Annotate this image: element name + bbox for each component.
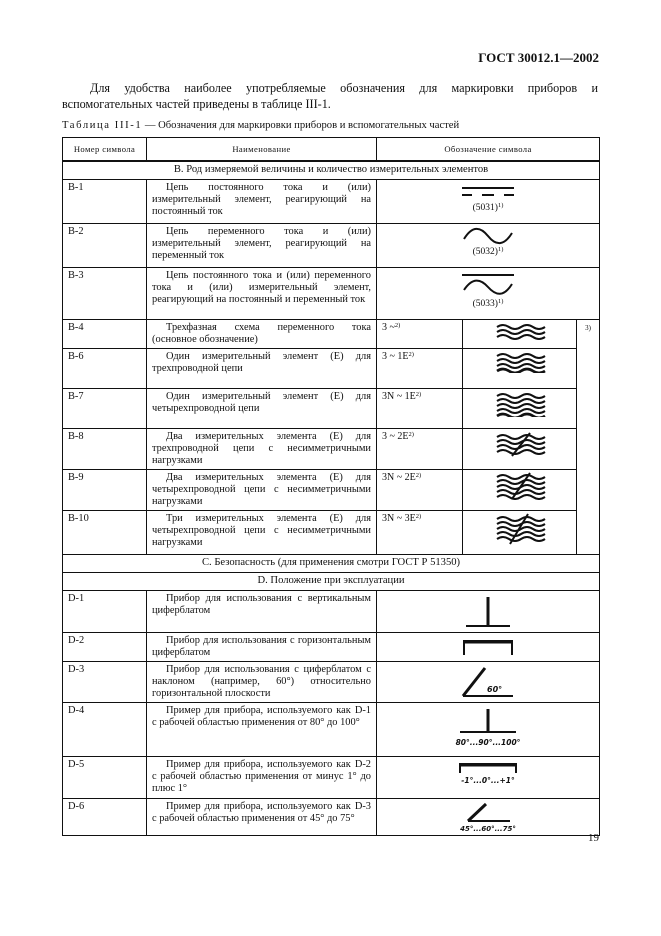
three-wire-two-elements-icon <box>494 431 546 457</box>
intro-paragraph: Для удобства наиболее употребляемые обозначения для маркировки приборов и вспомогательных частей приведены в таблице III-1. <box>62 81 598 111</box>
table-row <box>63 591 600 633</box>
row-number: B-4 <box>63 320 147 349</box>
row-number: D-3 <box>63 662 147 703</box>
row-number: B-9 <box>63 470 147 511</box>
table-row <box>63 799 600 836</box>
row-number: D-5 <box>63 757 147 799</box>
row-name: Два измерительных элемента (Е) для трехпроводной цепи с несимметричными нагрузками <box>147 429 377 470</box>
row-name: Прибор для использования с вертикальным циферблатом <box>147 591 377 633</box>
row-name: Прибор для использования с циферблатом с наклоном (например, 60°) относительно горизонтальной плоскости <box>147 662 377 703</box>
table-row <box>63 511 600 555</box>
three-phase-icon <box>494 322 546 342</box>
horizontal-dial-icon <box>458 635 518 657</box>
row-symbol <box>377 703 600 757</box>
row-code: 3 ~ $1Е^{2)}$ <box>377 349 463 389</box>
row-symbol <box>377 757 600 799</box>
inclination-label: 60° <box>487 685 503 694</box>
row-symbol <box>463 511 577 555</box>
symbol-ref: (5033) <box>472 299 498 309</box>
table-row <box>63 320 600 349</box>
range-label: 80°...90°...100° <box>455 738 521 747</box>
row-code: 3N ~ $3Е^{2)}$ <box>377 511 463 555</box>
section-b-heading: B. Род измеряемой величины и количество измерительных элементов <box>63 161 600 180</box>
inclined-dial-icon <box>453 664 523 700</box>
row-symbol <box>463 349 577 389</box>
row-number: B-1 <box>63 180 147 224</box>
row-name: Пример для прибора, используемого как D-3 с рабочей областью применения от 45° до 75° <box>147 799 377 836</box>
four-wire-three-elements-icon <box>494 513 546 545</box>
row-number: B-2 <box>63 224 147 268</box>
row-code: 3 ~$^{2)}$ <box>377 320 463 349</box>
range-label: -1°...0°...+1° <box>461 776 515 785</box>
column-header-number: Номер символа <box>63 138 147 162</box>
row-number: D-1 <box>63 591 147 633</box>
three-wire-one-element-icon <box>494 351 546 373</box>
table-row <box>63 429 600 470</box>
dc-ac-current-icon <box>458 270 518 298</box>
page-number: 19 <box>588 832 599 844</box>
dc-current-icon <box>458 182 518 202</box>
row-name: Один измерительный элемент (Е) для четырехпроводной цепи <box>147 389 377 429</box>
row-code: 3N ~ $1Е^{2)}$ <box>377 389 463 429</box>
table-caption-text: — Обозначения для маркировки приборов и вспомогательных частей <box>142 120 460 131</box>
row-number: B-8 <box>63 429 147 470</box>
row-name: Цепь постоянного тока и (или) измерительный элемент, реагирующий на постоянный ток <box>147 180 377 224</box>
inclined-range-icon <box>448 801 528 833</box>
row-code: 3N ~ $2Е^{2)}$ <box>377 470 463 511</box>
table-row <box>63 349 600 389</box>
column-header-symbol: Обозначение символа <box>377 138 600 162</box>
row-symbol <box>377 662 600 703</box>
table-row <box>63 757 600 799</box>
four-wire-one-element-icon <box>494 391 546 417</box>
section-d-heading: D. Положение при эксплуатации <box>63 573 600 591</box>
row-number: B-3 <box>63 268 147 320</box>
row-name: Пример для прибора, используемого как D-1 с рабочей областью применения от 80° до 100° <box>147 703 377 757</box>
row-code: 3 ~ $2Е^{2)}$ <box>377 429 463 470</box>
table-row <box>63 224 600 268</box>
four-wire-two-elements-icon <box>494 472 546 500</box>
footnote-mark: 1) <box>497 298 504 305</box>
row-symbol <box>463 470 577 511</box>
row-name: Два измерительных элемента (Е) для четырехпроводной цепи с несимметричными нагрузками <box>147 470 377 511</box>
table-row <box>63 268 600 320</box>
row-name: Три измерительных элемента (Е) для четырехпроводной цепи с несимметричными нагрузками <box>147 511 377 555</box>
table-caption <box>62 120 459 131</box>
row-name: Цепь переменного тока и (или) измерительный элемент, реагирующий на переменный ток <box>147 224 377 268</box>
table-row <box>63 662 600 703</box>
row-number: D-4 <box>63 703 147 757</box>
table-row <box>63 470 600 511</box>
table-caption-label: Таблица III-1 <box>62 120 143 131</box>
row-symbol <box>377 268 600 320</box>
row-name: Один измерительный элемент (Е) для трехпроводной цепи <box>147 349 377 389</box>
vertical-dial-icon <box>458 593 518 629</box>
row-symbol <box>463 320 577 349</box>
row-name: Цепь постоянного тока и (или) переменного тока и (или) измерительный элемент, реагирующий на постоянный и переменный ток <box>147 268 377 320</box>
footnote-mark: 1) <box>497 202 504 209</box>
footnote-note: 3) <box>577 320 600 555</box>
table-row <box>63 180 600 224</box>
column-header-name: Наименование <box>147 138 377 162</box>
row-symbol <box>377 633 600 662</box>
row-name: Пример для прибора, используемого как D-2 с рабочей областью применения от минус 1° до плюс 1° <box>147 757 377 799</box>
row-symbol <box>377 591 600 633</box>
ac-current-icon <box>458 226 518 246</box>
range-label: 45°...60°...75° <box>460 825 516 833</box>
row-name: Трехфазная схема переменного тока (основное обозначение) <box>147 320 377 349</box>
symbols-table <box>62 137 600 836</box>
row-number: B-6 <box>63 349 147 389</box>
row-number: B-10 <box>63 511 147 555</box>
table-row <box>63 389 600 429</box>
symbol-ref: (5032) <box>472 247 498 257</box>
table-row <box>63 633 600 662</box>
row-number: D-2 <box>63 633 147 662</box>
row-number: B-7 <box>63 389 147 429</box>
row-symbol <box>377 180 600 224</box>
row-number: D-6 <box>63 799 147 836</box>
symbol-ref: (5031) <box>472 203 498 213</box>
footnote-mark: 1) <box>497 246 504 253</box>
row-name: Прибор для использования с горизонтальным циферблатом <box>147 633 377 662</box>
row-symbol <box>377 799 600 836</box>
row-symbol <box>463 429 577 470</box>
section-c-heading: C. Безопасность (для применения смотри ГОСТ Р 51350) <box>63 555 600 573</box>
standard-code: ГОСТ 30012.1—2002 <box>478 50 599 65</box>
row-symbol <box>377 224 600 268</box>
horizontal-range-icon <box>448 759 528 791</box>
row-symbol <box>463 389 577 429</box>
table-row <box>63 703 600 757</box>
vertical-range-icon <box>448 705 528 749</box>
